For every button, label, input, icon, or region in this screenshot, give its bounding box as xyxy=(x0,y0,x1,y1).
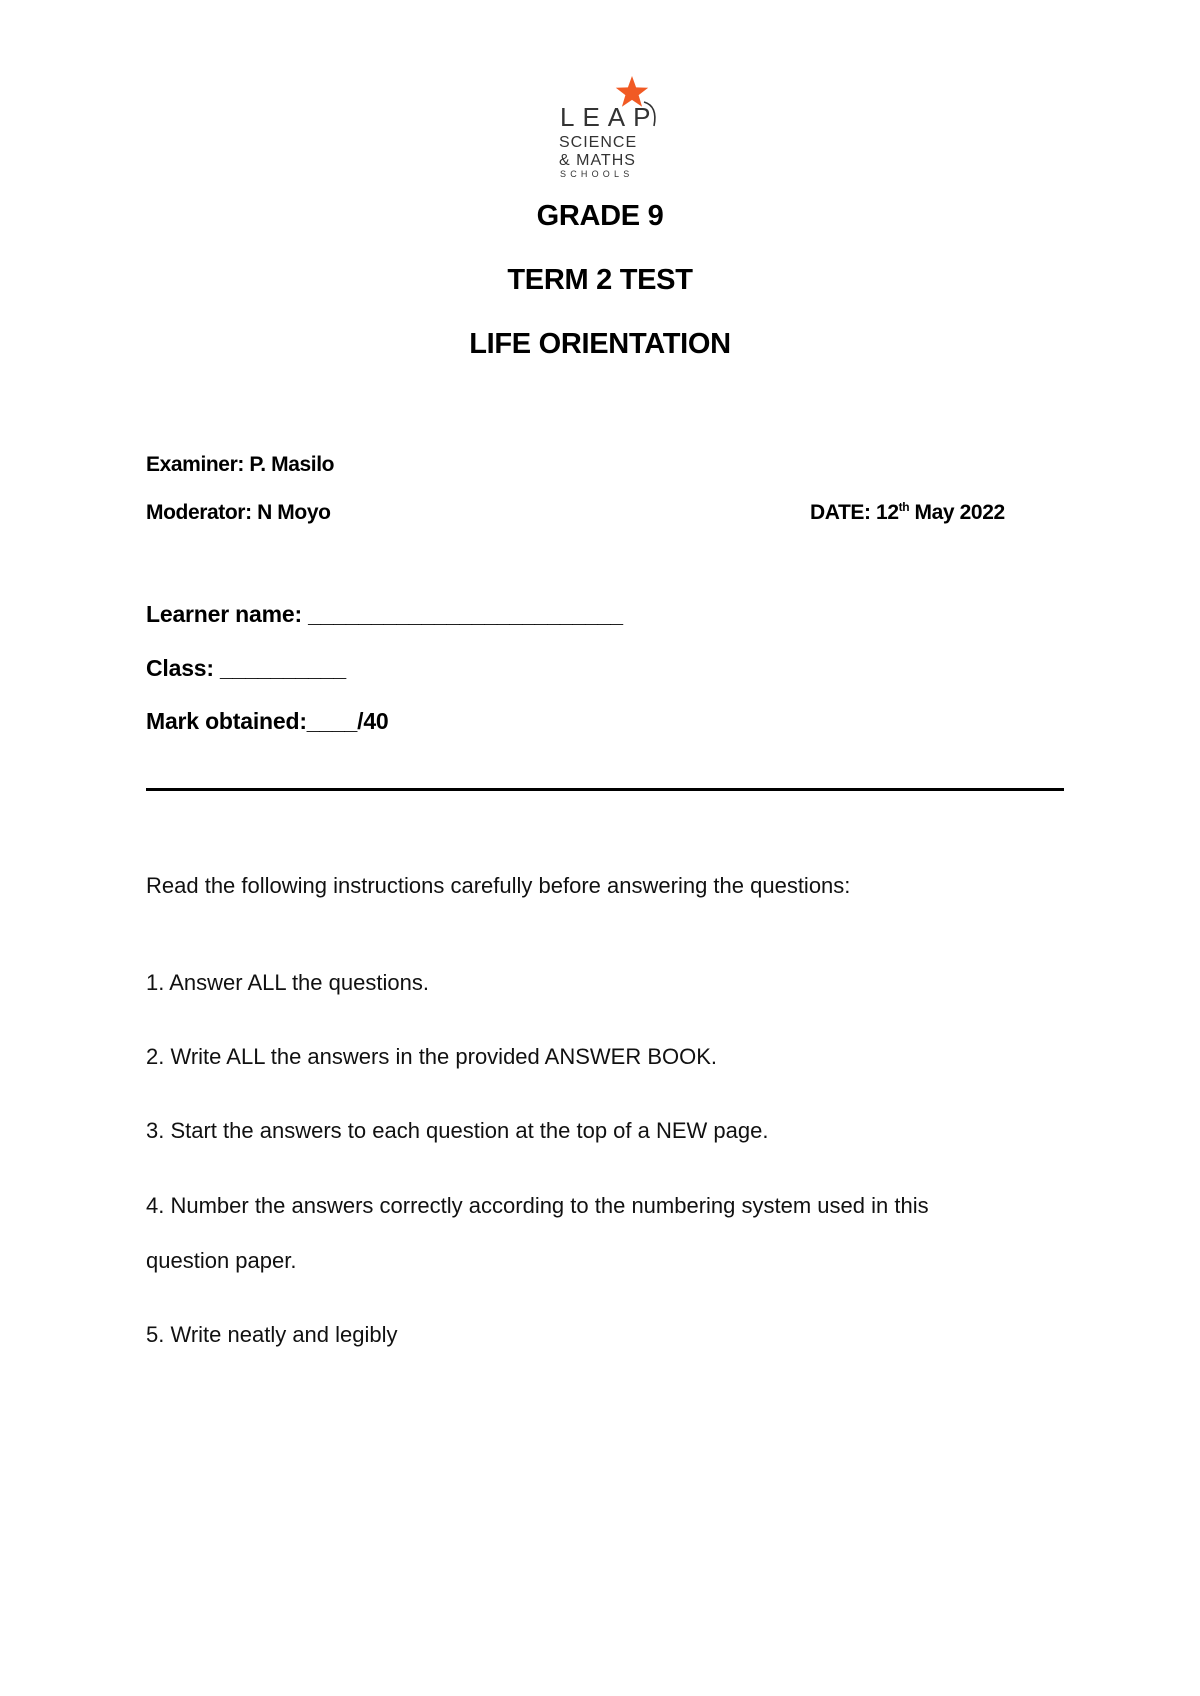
subject-heading: LIFE ORIENTATION xyxy=(469,328,731,360)
school-logo xyxy=(540,68,680,186)
logo-wordmark-schools: SCHOOLS xyxy=(560,169,634,179)
instruction-item-4: 4. Number the answers correctly according to the numbering system used in this xyxy=(146,1193,929,1218)
instruction-item-2: 2. Write ALL the answers in the provided ANSWER BOOK. xyxy=(146,1044,718,1069)
date-suffix: May 2022 xyxy=(909,501,1005,524)
logo-wordmark-science: SCIENCE xyxy=(559,134,638,151)
class-field[interactable]: Class: __________ xyxy=(146,655,346,681)
date-superscript: th xyxy=(898,500,910,514)
instruction-item-5: 5. Write neatly and legibly xyxy=(146,1322,398,1347)
moderator-line: Moderator: N Moyo xyxy=(146,501,331,524)
term-heading: TERM 2 TEST xyxy=(507,264,693,296)
grade-heading: GRADE 9 xyxy=(536,200,664,232)
date-prefix: DATE: 12 xyxy=(810,501,899,524)
divider-line xyxy=(146,788,1064,791)
instruction-item-1: 1. Answer ALL the questions. xyxy=(146,970,429,995)
leap-logo-graphic xyxy=(540,68,680,186)
date-line xyxy=(810,499,1005,527)
mark-obtained-field[interactable]: Mark obtained:____/40 xyxy=(146,708,389,734)
learner-name-field[interactable]: Learner name: _________________________ xyxy=(146,601,623,627)
instruction-item-3: 3. Start the answers to each question at the top of a NEW page. xyxy=(146,1118,769,1143)
instruction-item-4-continued: question paper. xyxy=(146,1248,297,1273)
examiner-line: Examiner: P. Masilo xyxy=(146,453,335,476)
logo-wordmark-maths: & MATHS xyxy=(559,152,636,169)
instructions-intro: Read the following instructions carefully before answering the questions: xyxy=(146,873,851,898)
logo-wordmark-leap: LEAP xyxy=(560,102,659,132)
